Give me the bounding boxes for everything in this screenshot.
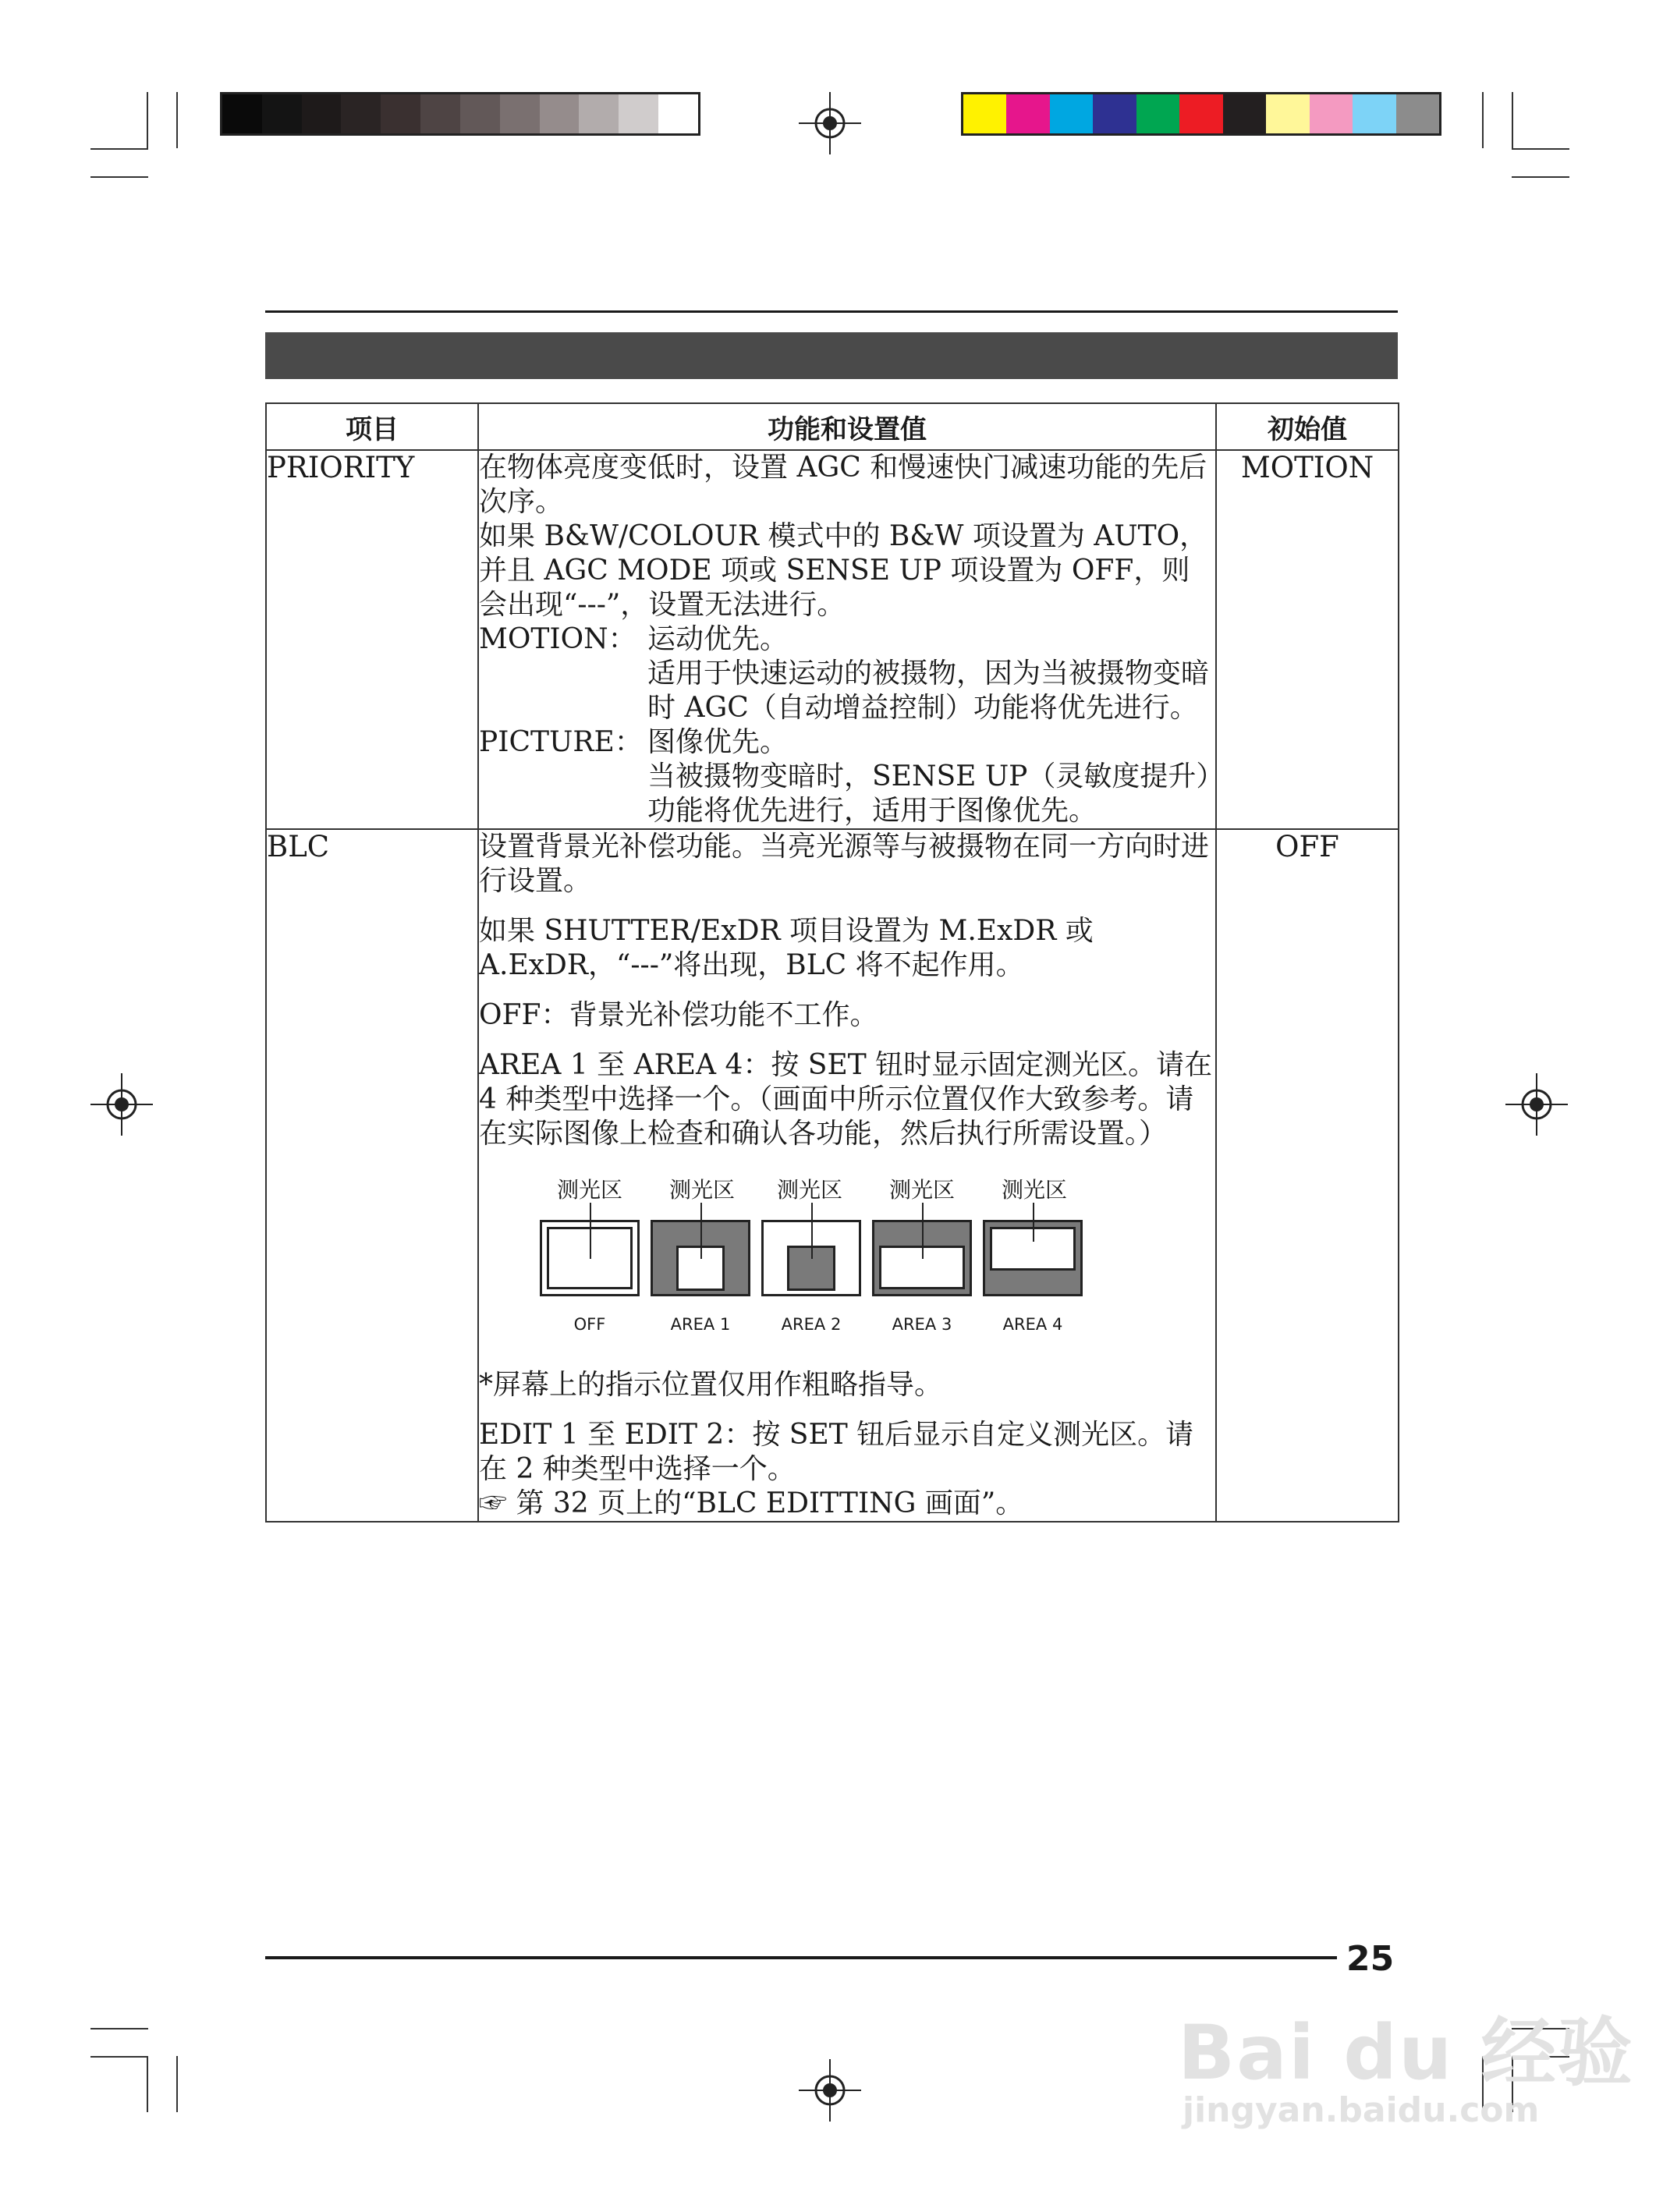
color-swatch xyxy=(262,94,302,133)
color-swatch xyxy=(1179,94,1222,133)
watermark-brand: Bai du 经验 xyxy=(1178,2009,1634,2097)
priority-motion xyxy=(479,622,1215,657)
box-label: AREA 2 xyxy=(781,1315,842,1334)
color-swatch xyxy=(658,94,698,133)
crop-mark xyxy=(90,2028,148,2029)
grayscale-bar xyxy=(220,92,700,136)
crop-mark xyxy=(90,176,148,178)
blc-desc: 设置背景光补偿功能。当亮光源等与被摄物在同一方向时进行设置。 xyxy=(479,831,1210,897)
priority-desc: 在物体亮度变低时，设置 AGC 和慢速快门减速功能的先后次序。 xyxy=(479,452,1207,518)
color-swatch xyxy=(1353,94,1395,133)
header-function: 功能和设置值 xyxy=(478,403,1216,450)
registration-mark-icon xyxy=(1505,1073,1568,1136)
color-swatch xyxy=(460,94,500,133)
color-swatch xyxy=(302,94,342,133)
box-label: AREA 4 xyxy=(1002,1315,1063,1334)
crop-mark xyxy=(176,92,178,148)
blc-off: OFF：背景光补偿功能不工作。 xyxy=(479,999,878,1031)
blc-edit: EDIT 1 至 EDIT 2：按 SET 钮后显示自定义测光区。请在 2 种类型中选择一个。 xyxy=(479,1419,1194,1485)
zone-label: 测光区 xyxy=(888,1177,955,1203)
color-bar xyxy=(961,92,1441,136)
blc-footnote: *屏幕上的指示位置仅用作粗略指导。 xyxy=(479,1369,943,1401)
zone-label: 测光区 xyxy=(776,1177,842,1203)
header-item: 项目 xyxy=(266,403,478,450)
crop-mark xyxy=(90,148,148,150)
crop-mark xyxy=(1482,92,1484,148)
color-swatch xyxy=(420,94,460,133)
registration-mark-icon xyxy=(799,92,861,154)
picture-label: PICTURE： xyxy=(479,726,643,758)
box-label: OFF xyxy=(573,1315,606,1334)
color-swatch xyxy=(341,94,381,133)
table-row xyxy=(266,829,1399,1522)
page-number: 25 xyxy=(1346,1939,1395,1979)
motion-label: MOTION： xyxy=(479,623,636,655)
box-label: AREA 3 xyxy=(892,1315,952,1334)
default-blc: OFF xyxy=(1216,829,1399,1522)
color-swatch xyxy=(1310,94,1353,133)
color-swatch xyxy=(1093,94,1136,133)
motion-line2: 适用于快速运动的被摄物，因为当被摄物变暗时 AGC（自动增益控制）功能将优先进行。 xyxy=(647,658,1210,724)
function-blc xyxy=(478,829,1216,1522)
crop-mark xyxy=(1512,148,1569,150)
header-rule xyxy=(265,310,1398,313)
color-swatch xyxy=(579,94,619,133)
color-swatch xyxy=(500,94,540,133)
registration-mark-icon xyxy=(90,1073,153,1136)
picture-line1: 图像优先。 xyxy=(647,726,789,758)
crop-mark xyxy=(147,92,148,148)
settings-table xyxy=(265,402,1399,1523)
picture-line2: 当被摄物变暗时，SENSE UP（灵敏度提升）功能将优先进行，适用于图像优先。 xyxy=(647,760,1211,827)
header-default: 初始值 xyxy=(1216,403,1399,450)
color-swatch xyxy=(1266,94,1309,133)
crop-mark xyxy=(1512,176,1569,178)
color-swatch xyxy=(1050,94,1093,133)
crop-mark xyxy=(176,2056,178,2112)
priority-picture xyxy=(479,725,1215,760)
blc-note: 如果 SHUTTER/ExDR 项目设置为 M.ExDR 或A.ExDR，“---”将出现，BLC 将不起作用。 xyxy=(479,915,1094,981)
priority-note: 如果 B&W/COLOUR 模式中的 B&W 项设置为 AUTO，并且 AGC MODE 项或 SENSE UP 项设置为 OFF，则会出现“---”，设置无法进行。 xyxy=(479,520,1208,621)
blc-area: AREA 1 至 AREA 4：按 SET 钮时显示固定测光区。请在 4 种类型中选择一个。（画面中所示位置仅作大致参考。请在实际图像上检查和确认各功能，然后执行所需设置。） xyxy=(479,1049,1213,1150)
color-swatch xyxy=(381,94,420,133)
watermark-url: jingyan.baidu.com xyxy=(1183,2090,1540,2130)
color-swatch xyxy=(222,94,262,133)
color-swatch xyxy=(1223,94,1266,133)
crop-mark xyxy=(90,2056,148,2058)
registration-mark-icon xyxy=(799,2059,861,2122)
default-priority: MOTION xyxy=(1216,450,1399,829)
function-priority xyxy=(478,450,1216,829)
item-priority: PRIORITY xyxy=(266,450,478,829)
table-row xyxy=(266,450,1399,829)
item-blc: BLC xyxy=(266,829,478,1522)
color-swatch xyxy=(1006,94,1049,133)
color-swatch xyxy=(540,94,580,133)
blc-ref: ☞ 第 32 页上的“BLC EDITTING 画面”。 xyxy=(479,1487,1024,1519)
section-banner xyxy=(265,332,1398,379)
color-swatch xyxy=(1136,94,1179,133)
crop-mark xyxy=(1512,92,1513,148)
motion-line1: 运动优先。 xyxy=(647,623,789,655)
zone-label: 测光区 xyxy=(668,1177,735,1203)
metering-zone-diagram xyxy=(479,1173,1215,1368)
box-label: AREA 1 xyxy=(670,1315,731,1334)
color-swatch xyxy=(963,94,1006,133)
table-header-row xyxy=(266,403,1399,450)
zone-label: 测光区 xyxy=(556,1177,622,1203)
zone-label: 测光区 xyxy=(1001,1177,1067,1203)
footer-rule xyxy=(265,1956,1337,1959)
color-swatch xyxy=(1396,94,1439,133)
crop-mark xyxy=(147,2056,148,2112)
color-swatch xyxy=(619,94,658,133)
